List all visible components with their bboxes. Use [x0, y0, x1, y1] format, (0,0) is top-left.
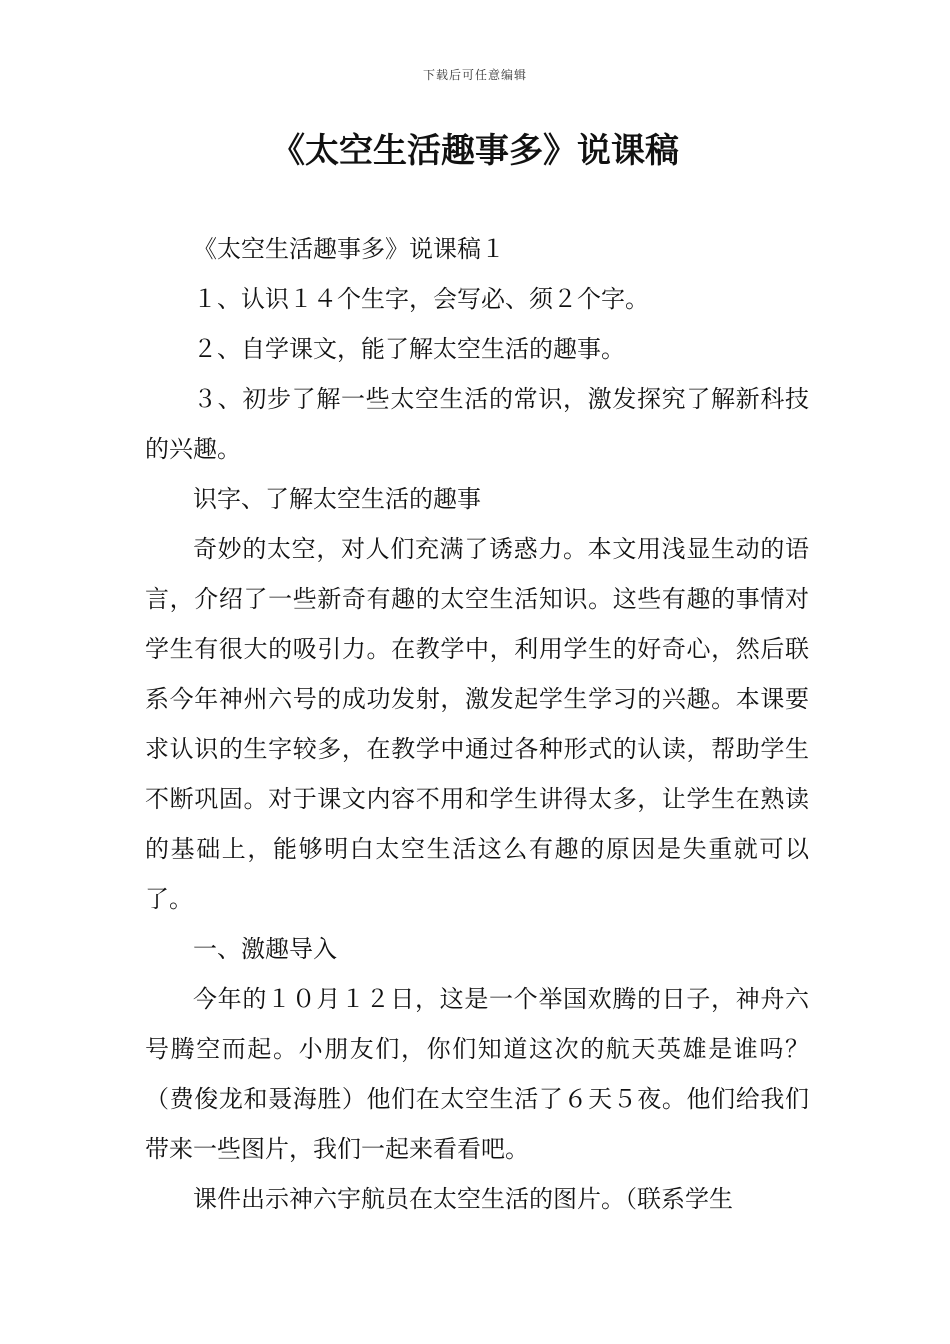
paragraph-subtitle: 《太空生活趣事多》说课稿１: [193, 235, 505, 263]
paragraph-analysis: 奇妙的太空，对人们充满了诱惑力。本文用浅显生动的语言，介绍了一些新奇有趣的太空生活知识。这些有趣的事情对学生有很大的吸引力。在教学中，利用学生的好奇心，然后联系今年神州六号的成功发射，激发起学生学习的兴趣。本课要求认识的生字较多，在教学中通过各种形式的认读，帮助学生不断巩固。对于课文内容不用和学生讲得太多，让学生在熟读的基础上，能够明白太空生活这么有趣的原因是失重就可以了。: [145, 535, 809, 913]
paragraph-key-point: 识字、了解太空生活的趣事: [193, 485, 481, 513]
paragraph-goal-2: ２、自学课文，能了解太空生活的趣事。: [193, 335, 625, 363]
document-title: 《太空生活趣事多》说课稿: [271, 131, 679, 171]
paragraph-courseware: 课件出示神六宇航员在太空生活的图片。（联系学生: [193, 1185, 733, 1213]
page-header-note: 下载后可任意编辑: [422, 68, 527, 82]
paragraph-section-heading: 一、激趣导入: [193, 935, 337, 963]
paragraph-introduction: 今年的１０月１２日，这是一个举国欢腾的日子，神舟六号腾空而起。小朋友们，你们知道这次的航天英雄是谁吗？（费俊龙和聂海胜）他们在太空生活了６天５夜。他们给我们带来一些图片，我们一起来看看吧。: [145, 985, 809, 1163]
document-body: [145, 224, 809, 1224]
paragraph-goal-3: ３、初步了解一些太空生活的常识，激发探究了解新科技的兴趣。: [145, 385, 809, 463]
paragraph-goal-1: １、认识１４个生字，会写必、须２个字。: [193, 285, 649, 313]
